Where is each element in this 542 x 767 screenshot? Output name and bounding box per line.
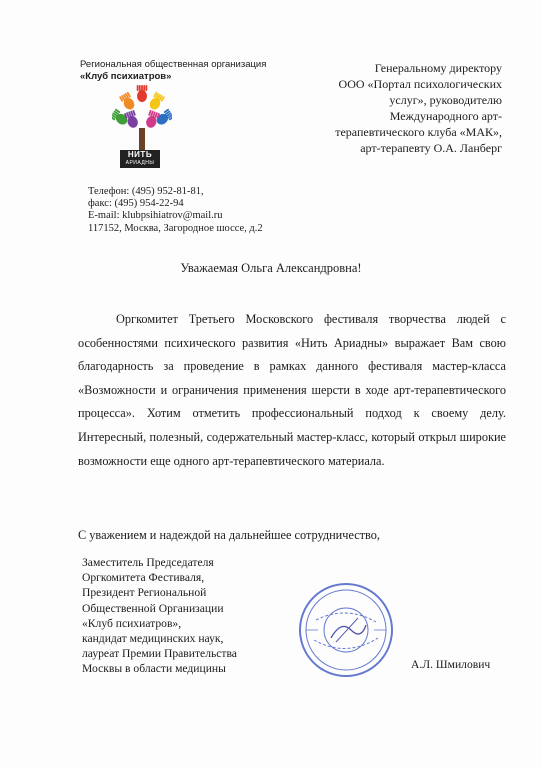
signatory-title-line: Заместитель Председателя <box>82 556 214 569</box>
organization-type: Региональная общественная организация <box>80 59 267 70</box>
contact-block <box>88 186 263 235</box>
letter-body: Оргкомитет Третьего Московского фестиваля творчества людей с особенностями психического развития «Нить Ариадны» выражает Вам свою благодарность за проведение в рамках данного фестиваля мастер-класса «Возможности и ограничения применения шерсти в ходе арт-терапевтического процесса». Хотим отметить профессиональный подход к своему делу. Интересный, полезный, содержательный мастер-класс, который открыл широкие возможности еще одного арт-терапевтического материала. <box>78 312 506 468</box>
contact-address: 117152, Москва, Загородное шоссе, д.2 <box>88 222 263 234</box>
contact-fax: факс: (495) 954-22-94 <box>88 198 184 210</box>
logo-text-sub: АРИАДНЫ <box>125 160 155 166</box>
official-seal-icon <box>296 580 396 680</box>
signatory-title-line: Оргкомитета Фестиваля, <box>82 571 205 585</box>
letter-greeting: Уважаемая Ольга Александровна! <box>180 261 362 275</box>
hand-leaf-icon <box>147 92 165 112</box>
contact-email: E-mail: klubpsihiatrov@mail.ru <box>88 210 223 222</box>
hand-leaf-icon <box>137 85 148 102</box>
recipient-block <box>242 60 502 156</box>
signatory-title-line: Общественной Организации <box>82 601 224 615</box>
hand-leaf-icon <box>119 92 137 112</box>
contact-phone: Телефон: (495) 952-81-81, <box>88 186 204 197</box>
recipient-line: ООО «Портал психологических <box>338 77 502 91</box>
recipient-line: услуг», руководителю <box>389 93 502 107</box>
signatory-title-line: Москвы в области медицины <box>82 662 226 676</box>
letter-closing: С уважением и надеждой на дальнейшее сотрудничество, <box>78 528 380 542</box>
logo-label <box>120 150 160 168</box>
signatory-title-line: лауреат Премии Правительства <box>82 647 237 661</box>
signatory-title-line: кандидат медицинских наук, <box>82 632 224 646</box>
organization-title: «Клуб психиатров» <box>80 71 172 82</box>
organization-name <box>80 59 266 83</box>
signatory-titles <box>82 555 237 677</box>
signatory-title-line: «Клуб психиатров», <box>82 616 182 630</box>
signer-name: А.Л. Шмилович <box>411 658 491 671</box>
signatory-title-line: Президент Региональной <box>82 586 207 600</box>
recipient-line: Международного арт- <box>389 109 502 123</box>
recipient-line: арт-терапевту О.А. Ланберг <box>360 141 502 155</box>
recipient-line: Генеральному директору <box>374 61 502 75</box>
recipient-line: терапевтического клуба «МАК», <box>335 125 502 139</box>
logo-text-main: НИТЬ <box>127 150 153 159</box>
